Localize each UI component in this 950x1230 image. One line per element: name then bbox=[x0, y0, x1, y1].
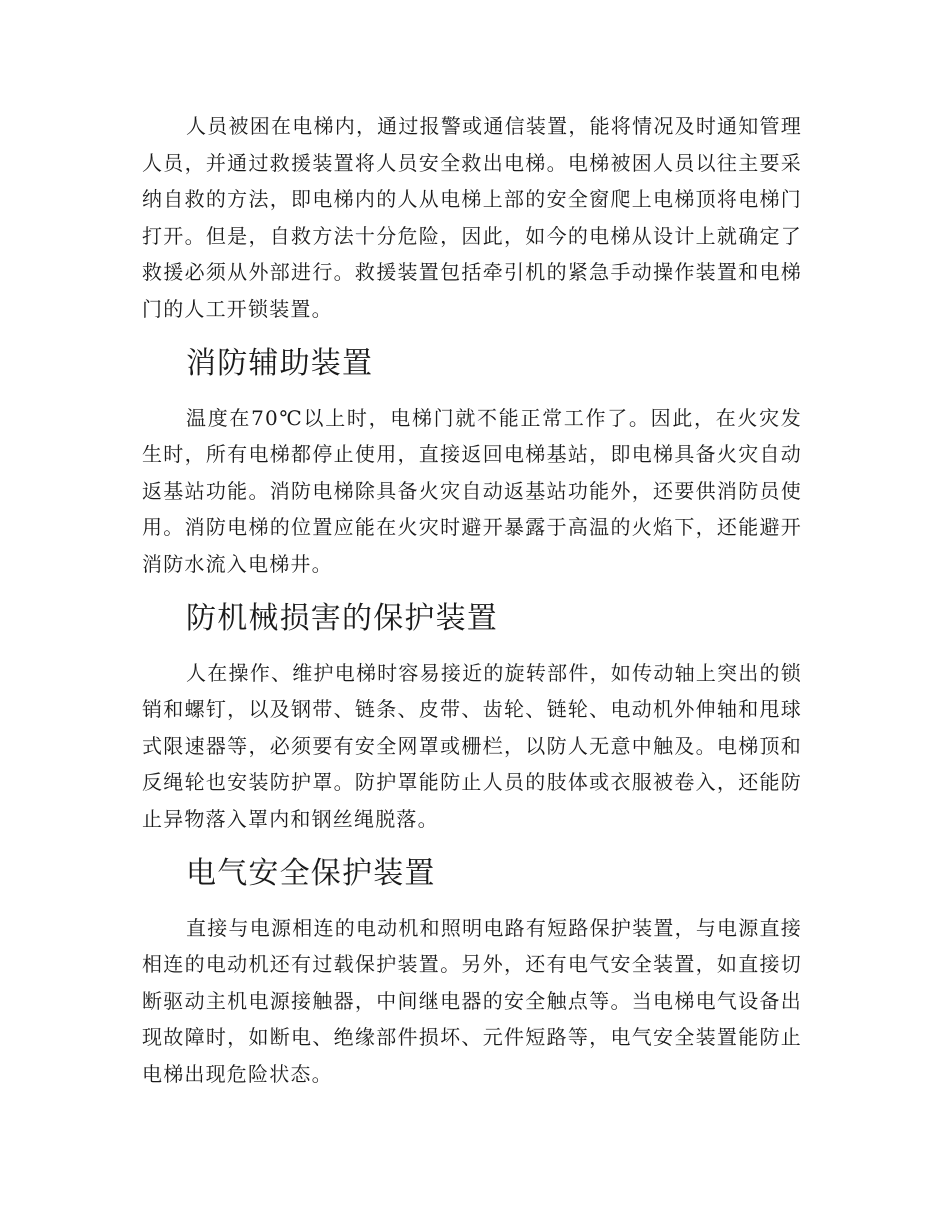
paragraph-electrical-safety: 直接与电源相连的电动机和照明电路有短路保护装置，与电源直接相连的电动机还有过载保护装置。另外，还有电气安全装置，如直接切断驱动主机电源接触器，中间继电器的安全触点等。当电梯电气设备出现故障时，如断电、绝缘部件损坏、元件短路等，电气安全装置能防止电梯出现危险状态。 bbox=[142, 915, 802, 1086]
spacer bbox=[142, 637, 802, 655]
spacer bbox=[142, 583, 802, 601]
spacer bbox=[142, 892, 802, 910]
spacer bbox=[142, 328, 802, 346]
document-body bbox=[142, 108, 802, 1092]
spacer bbox=[142, 382, 802, 400]
paragraph-rescue: 人员被困在电梯内，通过报警或通信装置，能将情况及时通知管理人员，并通过救援装置将人员安全救出电梯。电梯被困人员以往主要采纳自救的方法，即电梯内的人从电梯上部的安全窗爬上电梯顶将电梯门打开。但是，自救方法十分危险，因此，如今的电梯从设计上就确定了救援必须从外部进行。救援装置包括牵引机的紧急手动操作装置和电梯门的人工开锁装置。 bbox=[142, 114, 802, 321]
paragraph-mechanical-protection: 人在操作、维护电梯时容易接近的旋转部件，如传动轴上突出的锁销和螺钉，以及钢带、链条、皮带、齿轮、链轮、电动机外伸轴和甩球式限速器等，必须要有安全网罩或栅栏，以防人无意中触及。电梯顶和反绳轮也安装防护罩。防护罩能防止人员的肢体或衣服被卷入，还能防止异物落入罩内和钢丝绳脱落。 bbox=[142, 660, 802, 831]
paragraph-fire-assist: 温度在70℃以上时，电梯门就不能正常工作了。因此，在火灾发生时，所有电梯都停止使用，直接返回电梯基站，即电梯具备火灾自动返基站功能。消防电梯除具备火灾自动返基站功能外，还要供消防员使用。消防电梯的位置应能在火灾时避开暴露于高温的火焰下，还能避开消防水流入电梯井。 bbox=[142, 405, 802, 576]
spacer bbox=[142, 838, 802, 856]
heading-fire-assist: 消防辅助装置 bbox=[186, 345, 374, 381]
heading-electrical-safety: 电气安全保护装置 bbox=[186, 855, 436, 891]
heading-mechanical-protection: 防机械损害的保护装置 bbox=[186, 600, 498, 636]
